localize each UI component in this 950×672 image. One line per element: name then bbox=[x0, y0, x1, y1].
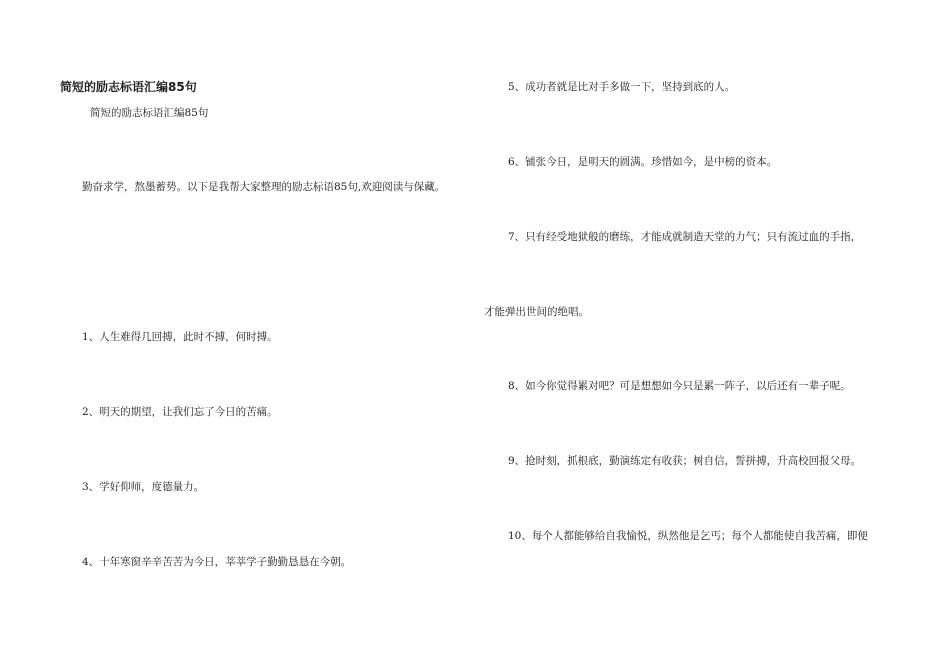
list-item: 8、如今你觉得累对吧？可是想想如今只是累一阵子，以后还有一辈子呢。 bbox=[508, 380, 851, 392]
list-item: 3、学好仰师，度德量力。 bbox=[82, 481, 205, 493]
list-item: 4、十年寒窗辛辛苦苦为今日，莘莘学子勤勤恳恳在今朝。 bbox=[82, 556, 352, 568]
intro-paragraph: 勤奋求学，熬墨蓄势。以下是我帮大家整理的励志标语85句,欢迎阅读与保藏。 bbox=[82, 181, 446, 193]
document-title: 简短的励志标语汇编85句 bbox=[60, 80, 197, 94]
list-item-continuation: 才能弹出世间的绝唱。 bbox=[484, 306, 589, 318]
list-item: 9、抢时刻，抓根底，勤演练定有收获；树自信，誓拼搏，升高校回报父母。 bbox=[508, 455, 862, 467]
list-item: 10、每个人都能够给自我愉悦，纵然他是乞丐；每个人都能使自我苦痛，即便 bbox=[508, 530, 868, 542]
list-item: 6、铺张今日，是明天的圆满。珍惜如今，是中榜的资本。 bbox=[508, 156, 778, 168]
list-item: 1、人生难得几回搏，此时不搏，何时搏。 bbox=[82, 331, 278, 343]
document-subtitle: 简短的励志标语汇编85句 bbox=[90, 107, 209, 119]
list-item: 5、成功者就是比对手多做一下，坚持到底的人。 bbox=[508, 81, 736, 93]
list-item: 2、明天的期望，让我们忘了今日的苦痛。 bbox=[82, 406, 278, 418]
list-item: 7、只有经受地狱般的磨练，才能成就制造天堂的力气；只有流过血的手指， bbox=[508, 231, 862, 243]
